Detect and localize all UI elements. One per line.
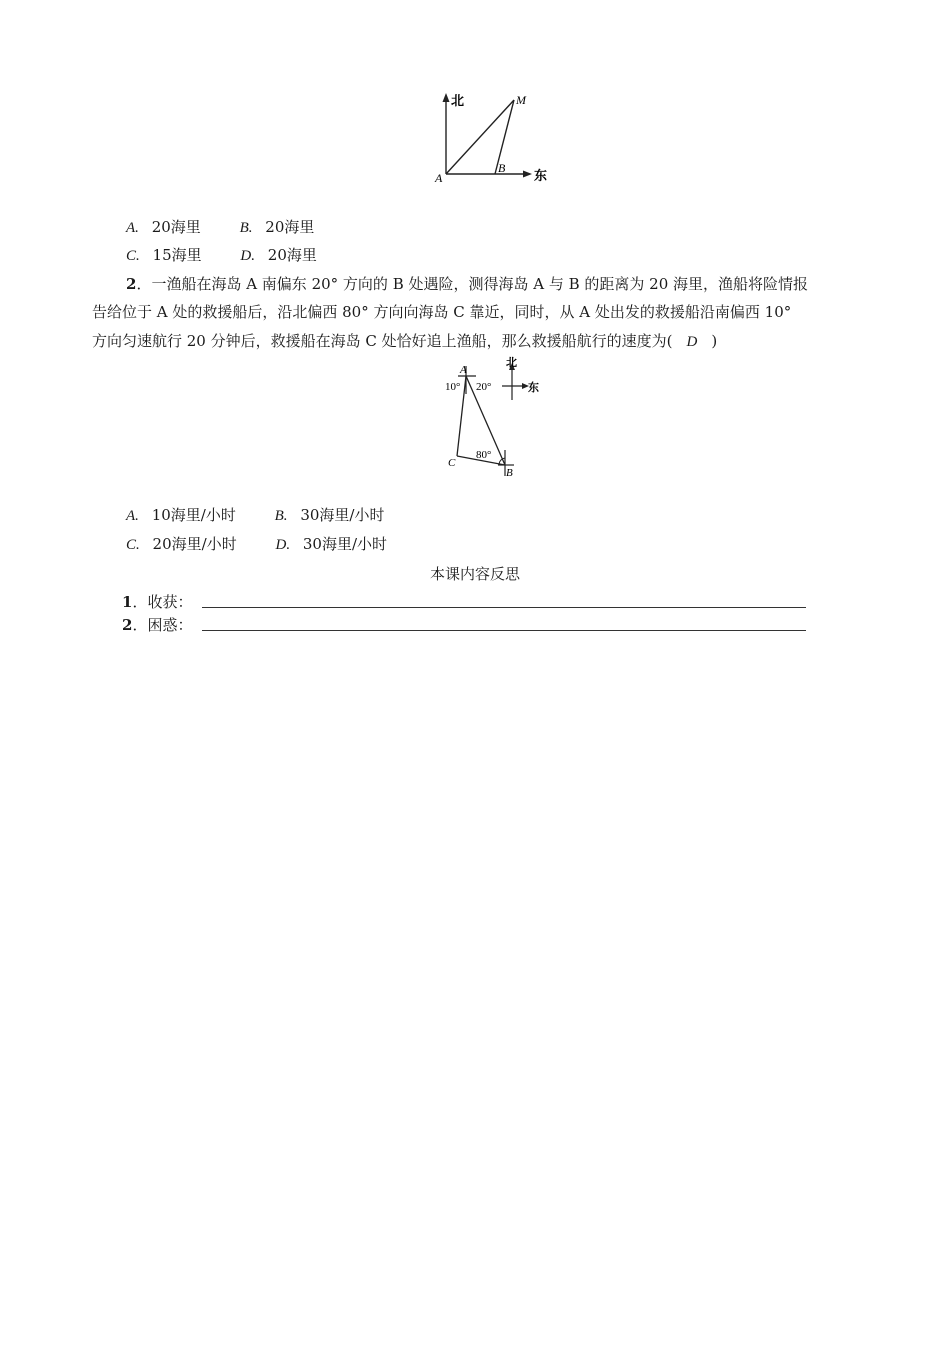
reflection-item-gain bbox=[122, 592, 192, 612]
q2-line-2 bbox=[92, 302, 791, 322]
q2-number: 2 bbox=[126, 275, 137, 293]
north-arrowhead bbox=[443, 93, 450, 102]
reflection-item2-number: 2 bbox=[122, 616, 133, 634]
q2-option-d-text: 30海里/小时 bbox=[302, 535, 388, 553]
figure-2-rescue-diagram bbox=[440, 352, 550, 482]
q1-option-c-text: 15海里 bbox=[152, 246, 202, 264]
reflection-item1-number: 1 bbox=[122, 593, 133, 611]
east-label: 东 bbox=[534, 168, 548, 183]
east-arrowhead bbox=[523, 171, 532, 178]
compass-north-label: 北 bbox=[506, 357, 517, 369]
angle-20-label: 20° bbox=[476, 381, 492, 393]
q1-option-row-2 bbox=[126, 245, 317, 266]
q2-line-3 bbox=[92, 331, 717, 352]
q1-option-c-letter: C. bbox=[126, 248, 140, 264]
q1-option-row-1 bbox=[126, 217, 314, 238]
q2-option-a-letter: A. bbox=[126, 508, 139, 524]
q2-text-line-1: ．一渔船在海岛 A 南偏东 20° 方向的 B 处遇险，测得海岛 A 与 B 的距离为 20 海里，渔船将险情报 bbox=[136, 275, 809, 293]
q2-option-b-text: 30海里/小时 bbox=[300, 506, 385, 524]
reflection-item1-label: ．收获： bbox=[132, 593, 193, 611]
q2-option-d-letter: D. bbox=[275, 537, 291, 553]
q2-answer: D bbox=[686, 334, 698, 350]
q2-option-a-text: 10海里/小时 bbox=[151, 506, 236, 524]
reflection-confusion-answer-line[interactable] bbox=[202, 630, 806, 631]
q2-text-line-2: 告给位于 A 处的救援船后，沿北偏西 80° 方向向海岛 C 靠近，同时，从 A 处出发的救援船沿南偏西 10° bbox=[92, 303, 792, 321]
q2-text-line-3: 方向匀速航行 20 分钟后，救援船在海岛 C 处恰好追上渔船，那么救援船航行的速度为( bbox=[92, 332, 673, 350]
q2-option-c-letter: C. bbox=[126, 537, 140, 553]
q1-option-a-text: 20海里 bbox=[151, 218, 201, 236]
point-M-label: M bbox=[516, 93, 526, 107]
point-B-label: B bbox=[498, 161, 506, 175]
reflection-item2-label: ．困惑： bbox=[132, 616, 193, 634]
q2-text-line-3-close: ) bbox=[711, 332, 718, 350]
angle-10-label: 10° bbox=[445, 381, 461, 393]
north-label: 北 bbox=[451, 93, 465, 108]
reflection-gain-answer-line[interactable] bbox=[202, 607, 806, 608]
q2-option-row-2 bbox=[126, 534, 387, 555]
q1-option-d-text: 20海里 bbox=[267, 246, 317, 264]
q2-option-row-1 bbox=[126, 505, 385, 526]
reflection-item-confusion bbox=[122, 615, 192, 635]
angle-80-label: 80° bbox=[476, 449, 492, 461]
point-B-label: B bbox=[506, 467, 513, 479]
compass-east-label: 东 bbox=[528, 382, 539, 394]
point-A-label: A bbox=[460, 364, 467, 376]
q2-option-c-text: 20海里/小时 bbox=[152, 535, 237, 553]
point-C-label: C bbox=[448, 457, 456, 469]
q1-option-b-text: 20海里 bbox=[265, 218, 315, 236]
q1-option-a-letter: A. bbox=[126, 220, 139, 236]
point-A-label: A bbox=[435, 171, 443, 185]
reflection-title: 本课内容反思 bbox=[429, 565, 520, 583]
figure-1-direction-diagram bbox=[420, 88, 560, 188]
q1-option-b-letter: B. bbox=[239, 220, 253, 236]
q2-option-b-letter: B. bbox=[274, 508, 288, 524]
q2-line-1 bbox=[126, 274, 808, 294]
q1-option-d-letter: D. bbox=[240, 248, 256, 264]
